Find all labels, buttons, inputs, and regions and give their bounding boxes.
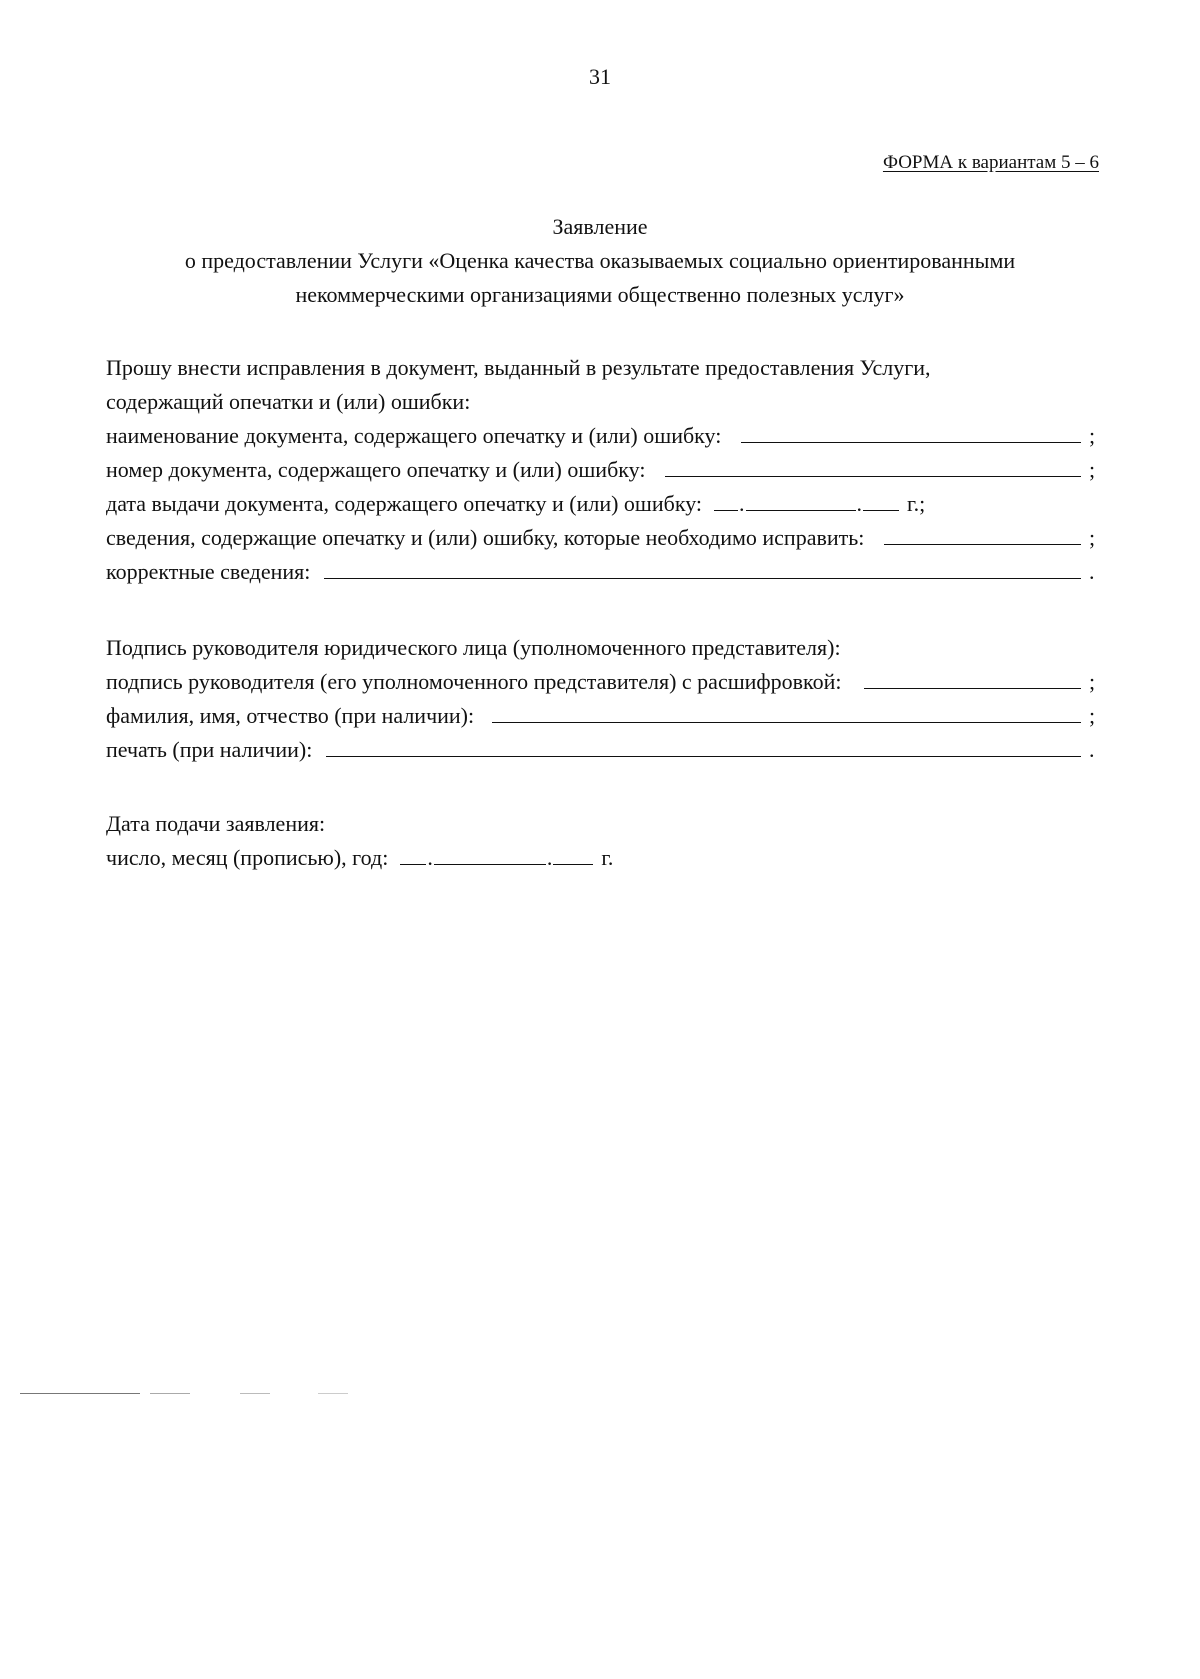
doc-date-day-field[interactable]	[714, 488, 738, 511]
doc-name-label: наименование документа, содержащего опечатку и (или) ошибку:	[106, 423, 722, 448]
signature-row	[106, 665, 1101, 699]
request-section	[106, 351, 1101, 589]
stamp-label: печать (при наличии):	[106, 737, 313, 762]
scan-artifact-mark	[150, 1393, 190, 1394]
correct-info-label: корректные сведения:	[106, 559, 311, 584]
doc-name-field[interactable]	[741, 420, 1081, 443]
error-info-row	[106, 521, 1101, 555]
document-title	[0, 210, 1200, 312]
fio-semicolon: ;	[1089, 703, 1096, 728]
stamp-period: .	[1089, 737, 1095, 762]
doc-date-field[interactable]: . .	[714, 487, 899, 521]
form-reference: ФОРМА к вариантам 5 – 6	[882, 152, 1099, 173]
scan-artifact-mark	[318, 1393, 348, 1394]
signature-heading: Подпись руководителя юридического лица (уполномоченного представителя):	[106, 635, 841, 660]
error-info-field[interactable]	[884, 522, 1081, 545]
doc-date-year-field[interactable]	[863, 488, 899, 511]
doc-name-row	[106, 419, 1101, 453]
submission-date-row	[106, 841, 1101, 875]
scan-artifact-mark	[20, 1393, 140, 1394]
fio-label: фамилия, имя, отчество (при наличии):	[106, 703, 475, 728]
error-info-label: сведения, содержащие опечатку и (или) ошибку, которые необходимо исправить:	[106, 525, 865, 550]
fio-field[interactable]	[492, 700, 1081, 723]
stamp-field[interactable]	[326, 734, 1081, 757]
request-intro-line-2: содержащий опечатки и (или) ошибки:	[106, 389, 471, 414]
title-line-3: некоммерческими организациями общественно полезных услуг»	[295, 282, 905, 307]
submission-date-label: число, месяц (прописью), год:	[106, 845, 389, 870]
title-line-1: Заявление	[552, 214, 648, 239]
submission-month-field[interactable]	[434, 842, 546, 865]
signature-field[interactable]	[864, 666, 1081, 689]
submission-heading: Дата подачи заявления:	[106, 811, 326, 836]
signature-label: подпись руководителя (его уполномоченного представителя) с расшифровкой:	[106, 669, 842, 694]
fio-row	[106, 699, 1101, 733]
doc-number-label: номер документа, содержащего опечатку и (или) ошибку:	[106, 457, 646, 482]
doc-number-row	[106, 453, 1101, 487]
error-info-semicolon: ;	[1089, 525, 1096, 550]
doc-date-label: дата выдачи документа, содержащего опечатку и (или) ошибку:	[106, 491, 703, 516]
doc-number-semicolon: ;	[1089, 457, 1096, 482]
request-intro-line-1: Прошу внести исправления в документ, выданный в результате предоставления Услуги,	[106, 355, 931, 380]
submission-section	[106, 807, 1101, 875]
signature-semicolon: ;	[1089, 669, 1096, 694]
correct-info-row	[106, 555, 1101, 589]
scan-artifact-mark	[240, 1393, 270, 1394]
title-line-2: о предоставлении Услуги «Оценка качества оказываемых социально ориентированными	[184, 248, 1016, 273]
doc-name-semicolon: ;	[1089, 423, 1096, 448]
doc-date-month-field[interactable]	[746, 488, 856, 511]
submission-year-field[interactable]	[553, 842, 593, 865]
correct-info-period: .	[1089, 559, 1095, 584]
doc-date-year-suffix: г.;	[907, 491, 926, 516]
submission-day-field[interactable]	[400, 842, 426, 865]
submission-year-suffix: г.	[601, 845, 614, 870]
signature-section	[106, 631, 1101, 767]
stamp-row	[106, 733, 1101, 767]
submission-date-field[interactable]: . .	[400, 841, 593, 875]
correct-info-field[interactable]	[324, 556, 1081, 579]
doc-date-row	[106, 487, 1101, 521]
page-number: 31	[589, 64, 611, 89]
doc-number-field[interactable]	[665, 454, 1081, 477]
